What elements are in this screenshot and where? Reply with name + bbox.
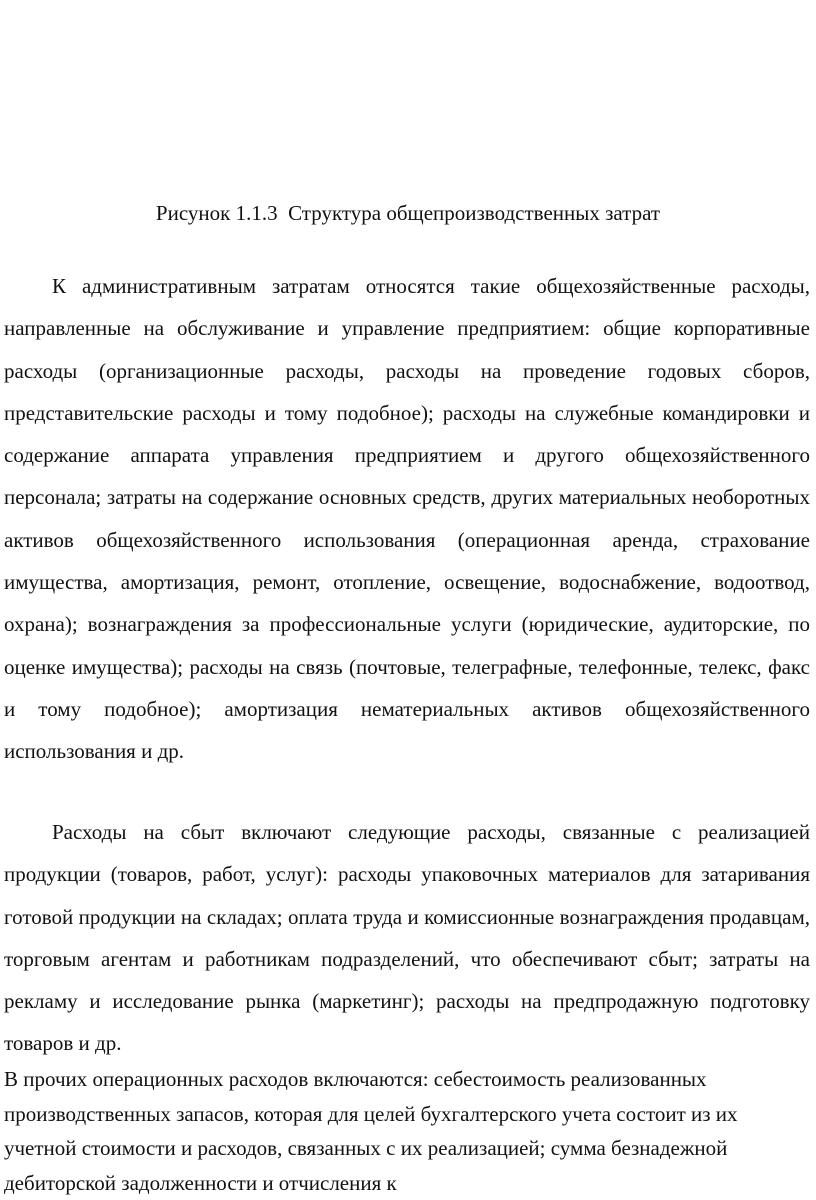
paragraph-administrative-costs: К административным затратам относятся такие общехозяйственные расходы, направленные на обслуживание и управление предприятием: общие корпоративные расходы (организационные расходы, расходы на проведение годовых сборов, представительские расходы и тому подобное); расходы на служебные командировки и содержание аппарата управления предприятием и другого общехозяйственного персонала; затраты на содержание основных средств, других материальных необоротных активов общехозяйственного использования (операционная аренда, страхование имущества, амортизация, ремонт, отопление, освещение, водоснабжение, водоотвод, охрана); вознаграждения за профессиональные услуги (юридические, аудиторские, по оценке имущества); расходы на связь (почтовые, телеграфные, телефонные, телекс, факс и тому подобное); амортизация нематериальных активов общехозяйственного использования и др. [4, 274, 810, 764]
paragraph-selling-costs: Расходы на сбыт включают следующие расходы, связанные с реализацией продукции (товаров, работ, услуг): расходы упаковочных материалов для затаривания готовой продукции на складах; оплата труда и комиссионные вознаграждения продавцам, торговым агентам и работникам подразделений, что обеспечивают сбыт; затраты на рекламу и исследование рынка (маркетинг); расходы на предпродажную подготовку товаров и др. [4, 820, 810, 1056]
paragraph-other-operating-costs: В прочих операционных расходов включаются: себестоимость реализованных производственных запасов, которая для целей бухгалтерского учета состоит из их учетной стоимости и расходов, связанных с их реализацией; сумма безнадежной дебиторской задолженности и отчисления к [4, 1067, 738, 1195]
figure-caption: Рисунок 1.1.3 Структура общепроизводственных затрат [155, 201, 661, 225]
